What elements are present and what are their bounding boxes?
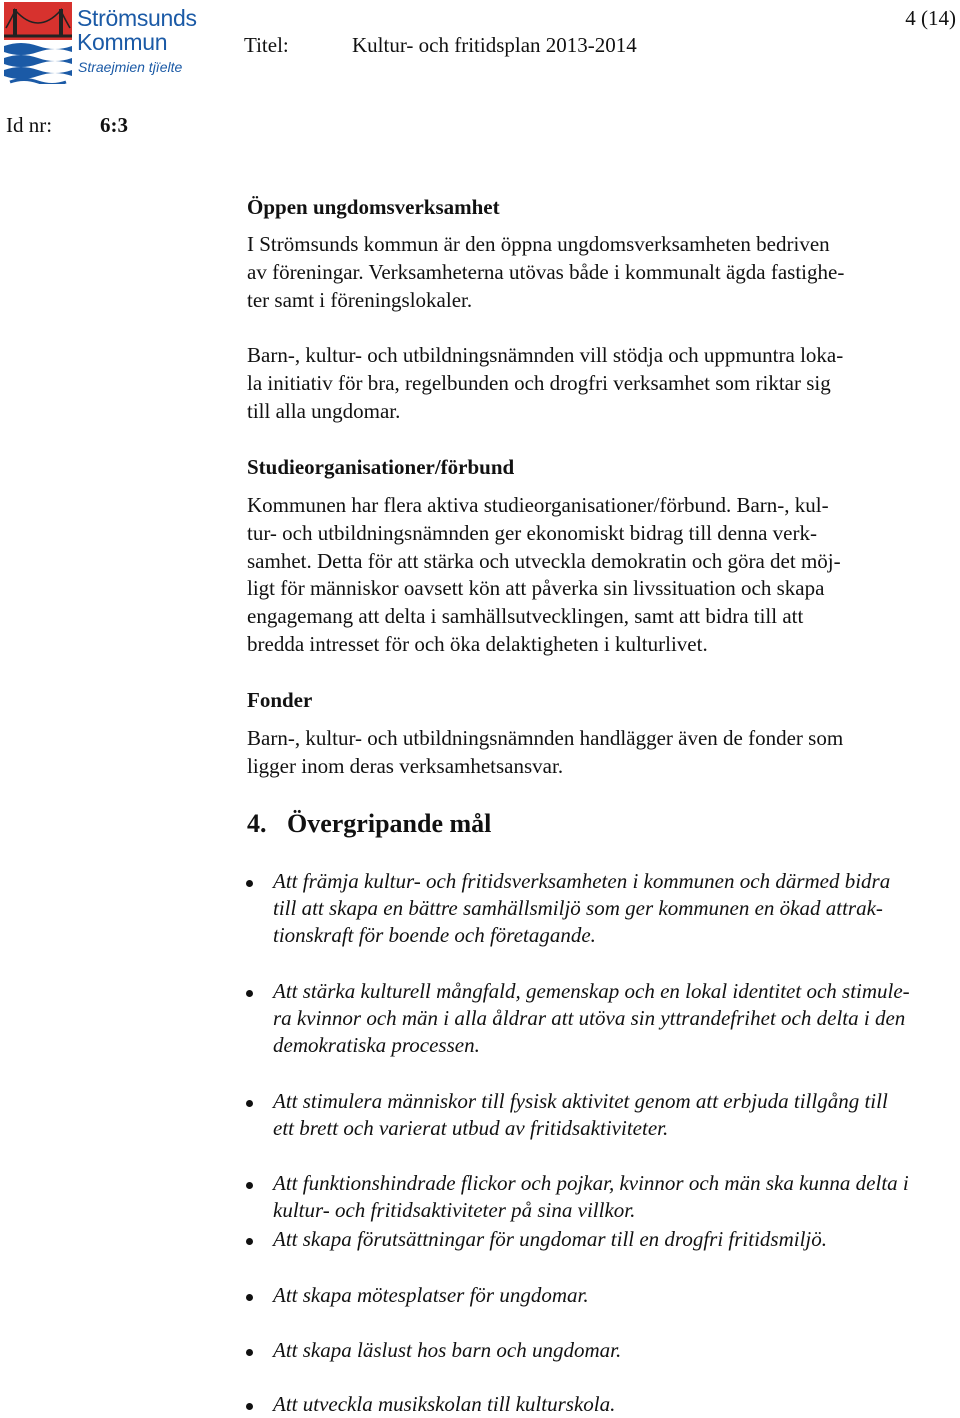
paragraph-oppen-1 bbox=[247, 231, 959, 314]
goal-line: Att skapa förutsättningar för ungdomar till en drogfri fritidsmiljö. bbox=[273, 1227, 828, 1251]
bullet-icon bbox=[246, 990, 253, 997]
paragraph-line: Kommunen har flera aktiva studieorganisationer/förbund. Barn-, kul- bbox=[247, 493, 829, 517]
paragraph-line: I Strömsunds kommun är den öppna ungdomsverksamheten bedriven bbox=[247, 232, 830, 256]
bullet-icon bbox=[246, 1238, 253, 1245]
municipality-logo bbox=[4, 2, 200, 84]
paragraph-line: engagemang att delta i samhällsutvecklingen, samt att bidra till att bbox=[247, 604, 804, 629]
paragraph-line: av föreningar. Verksamheterna utövas både i kommunalt ägda fastighe- bbox=[247, 259, 845, 284]
goal-line: Att funktionshindrade flickor och pojkar, kvinnor och män ska kunna delta i bbox=[273, 1171, 909, 1195]
page-number: 4 (14) bbox=[905, 6, 956, 30]
section-number: 4. bbox=[247, 809, 267, 838]
goal-line: Att stärka kulturell mångfald, gemenskap och en lokal identitet och stimule- bbox=[273, 979, 910, 1003]
paragraph-line: la initiativ för bra, regelbunden och drogfri verksamhet som riktar sig bbox=[247, 370, 831, 395]
document-title: Kultur- och fritidsplan 2013-2014 bbox=[352, 33, 637, 57]
paragraph-studie bbox=[247, 492, 959, 659]
goal-line: Att stimulera människor till fysisk aktivitet genom att erbjuda tillgång till bbox=[273, 1089, 888, 1113]
logo-text-south-sami: Straejmien tjïelte bbox=[78, 59, 183, 75]
id-number: 6:3 bbox=[100, 113, 128, 137]
paragraph-line: tur- och utbildningsnämnden ger ekonomiskt bidrag till denna verk- bbox=[247, 520, 817, 545]
heading-oppen-ungdomsverksamhet: Öppen ungdomsverksamhet bbox=[247, 195, 500, 219]
bullet-icon bbox=[246, 1294, 253, 1301]
goal-line: Att främja kultur- och fritidsverksamheten i kommunen och därmed bidra bbox=[273, 869, 891, 893]
paragraph-line: ter samt i föreningslokaler. bbox=[247, 287, 473, 312]
goal-line: demokratiska processen. bbox=[273, 1033, 480, 1057]
heading-fonder: Fonder bbox=[247, 688, 313, 712]
paragraph-oppen-2 bbox=[247, 342, 959, 425]
paragraph-line: samhet. Detta för att stärka och utveckla demokratin och göra det möj- bbox=[247, 548, 841, 573]
paragraph-line: Barn-, kultur- och utbildningsnämnden handlägger även de fonder som bbox=[247, 726, 844, 750]
bullet-icon bbox=[246, 1349, 253, 1356]
paragraph-line: till alla ungdomar. bbox=[247, 398, 401, 423]
paragraph-line: ligger inom deras verksamhetsansvar. bbox=[247, 753, 564, 778]
goal-line: tionskraft för boende och företagande. bbox=[273, 923, 596, 947]
bullet-icon bbox=[246, 1100, 253, 1107]
goal-line: Att skapa mötesplatser för ungdomar. bbox=[273, 1283, 589, 1307]
heading-studieorganisationer: Studieorganisationer/förbund bbox=[247, 455, 515, 479]
goal-line: Att skapa läslust hos barn och ungdomar. bbox=[273, 1338, 622, 1362]
title-label: Titel: bbox=[244, 33, 289, 57]
goal-line: till att skapa en bättre samhällsmiljö som ger kommunen en ökad attrak- bbox=[273, 896, 883, 920]
section-title: Övergripande mål bbox=[287, 809, 492, 838]
goal-line: ra kvinnor och män i alla åldrar att utöva sin yttrandefrihet och delta i den bbox=[273, 1006, 906, 1030]
paragraph-line: Barn-, kultur- och utbildningsnämnden vill stödja och uppmuntra loka- bbox=[247, 343, 844, 367]
logo-text-kommun: Kommun bbox=[77, 29, 168, 55]
goal-line: ett brett och varierat utbud av fritidsaktiviteter. bbox=[273, 1116, 669, 1140]
logo-text-stromsunds: Strömsunds bbox=[77, 5, 197, 31]
paragraph-line: bredda intresset för och öka delaktigheten i kulturlivet. bbox=[247, 631, 708, 656]
paragraph-fonder bbox=[247, 725, 959, 781]
paragraph-line: ligt för människor oavsett kön att påverka sin livssituation och skapa bbox=[247, 576, 825, 601]
bullet-icon bbox=[246, 1403, 253, 1410]
bullet-icon bbox=[246, 1182, 253, 1189]
bridge-wave-logo-icon bbox=[4, 2, 72, 84]
bullet-icon bbox=[246, 880, 253, 887]
goal-line: kultur- och fritidsaktiviteter på sina villkor. bbox=[273, 1198, 636, 1222]
section-heading-overgripande-mal bbox=[247, 808, 491, 840]
goal-line: Att utveckla musikskolan till kulturskola. bbox=[273, 1392, 616, 1416]
id-label: Id nr: bbox=[6, 113, 53, 137]
